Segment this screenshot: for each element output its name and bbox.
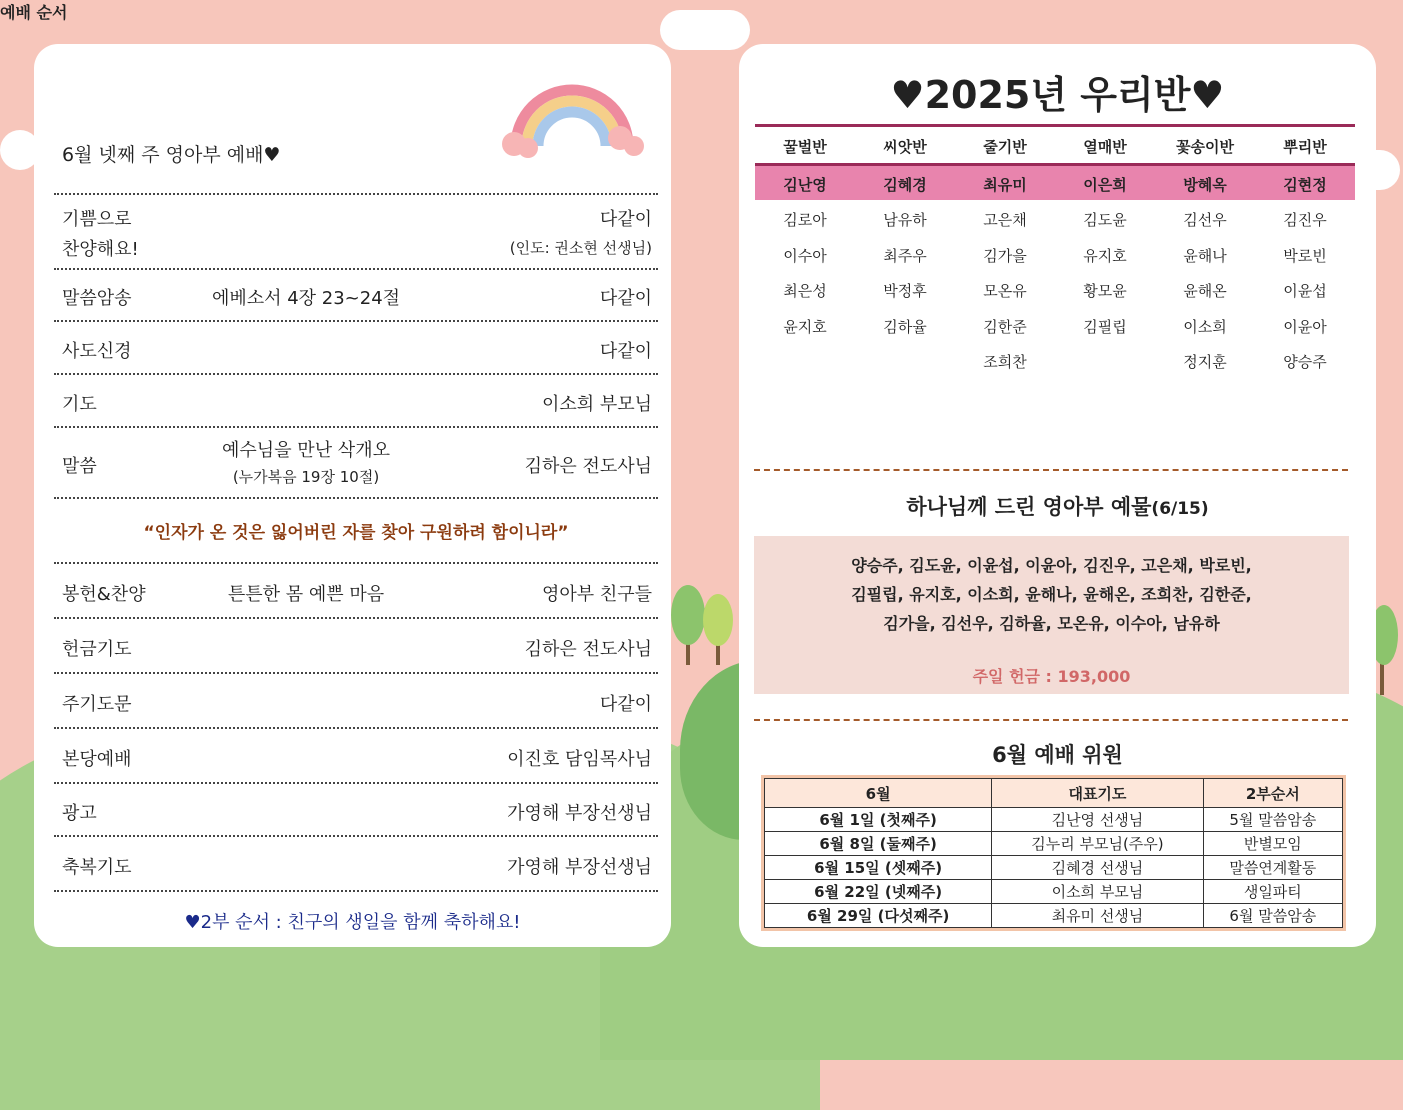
order-row-divider: [54, 890, 658, 892]
order-row-divider: [54, 497, 658, 499]
offering-names: 김가을, 김선우, 김하율, 모온유, 이수아, 남유하: [883, 614, 1220, 633]
class-member: 황모윤: [1083, 282, 1127, 300]
duty-header-prayer: 대표기도: [992, 779, 1203, 808]
class-member: 양승주: [1283, 353, 1327, 371]
order-item-leader: (인도: 권소현 선생님): [509, 239, 652, 257]
order-item-name: 광고: [62, 803, 97, 824]
duty-prayer: 김누리 부모님(주우): [992, 832, 1203, 856]
duty-prayer: 이소희 부모님: [992, 880, 1203, 904]
class-name: 씨앗반: [883, 138, 927, 156]
order-row: [54, 320, 658, 375]
class-member: 김도윤: [1083, 211, 1127, 229]
order-item-name: 말씀암송: [62, 288, 132, 309]
class-teacher: 김현정: [1283, 176, 1327, 194]
order-item-leader: 가영해 부장선생님: [507, 857, 652, 878]
order-item-content: 예수님을 만난 삭개오: [222, 440, 390, 461]
order-row: [54, 426, 658, 499]
class-teacher: 방혜옥: [1183, 176, 1227, 194]
order-row: [54, 672, 658, 729]
duty-prayer: 김혜경 선생님: [992, 856, 1203, 880]
order-item-leader: 이진호 담임목사님: [507, 749, 652, 770]
class-section-title: ♥2025년 우리반♥: [890, 73, 1225, 117]
order-row: [54, 373, 658, 428]
class-name: 줄기반: [983, 138, 1027, 156]
class-member: 정지훈: [1183, 353, 1227, 371]
offering-names: 김필립, 유지호, 이소희, 윤해나, 윤해온, 조희찬, 김한준,: [851, 585, 1252, 604]
order-item-name: 축복기도: [62, 857, 132, 878]
duty-program: 6월 말씀암송: [1203, 904, 1342, 928]
class-member: 남유하: [883, 211, 927, 229]
page-title: 예배 순서: [0, 3, 68, 22]
class-member: 이소희: [1183, 317, 1227, 336]
order-row: [54, 617, 658, 674]
order-item-leader: 다같이: [599, 209, 652, 230]
duty-table: [764, 778, 1343, 928]
duty-row: [765, 904, 1343, 928]
class-name: 뿌리반: [1283, 138, 1327, 156]
order-item-leader: 다같이: [599, 694, 652, 715]
cloud-decoration: [660, 10, 750, 50]
class-member: 윤해나: [1183, 246, 1227, 265]
class-member: 김선우: [1183, 211, 1227, 229]
order-item-leader: 김하은 전도사님: [524, 456, 652, 477]
class-member: 최주우: [883, 246, 927, 265]
order-item-name: 찬양해요!: [62, 239, 139, 260]
order-item-name: 본당예배: [62, 749, 132, 770]
duty-program: 생일파티: [1203, 880, 1342, 904]
class-member: 박정후: [883, 282, 927, 300]
duty-program: 5월 말씀암송: [1203, 808, 1342, 832]
duty-program: 말씀연계활동: [1203, 856, 1342, 880]
class-member: 이윤섭: [1283, 282, 1327, 300]
service-subtitle: 6월 넷째 주 영아부 예배♥: [62, 144, 281, 166]
duty-date: 6월 29일 (다섯째주): [765, 904, 992, 928]
class-member: 윤해온: [1183, 282, 1227, 300]
class-teacher: 최유미: [983, 176, 1027, 194]
order-item-name: 봉헌&찬양: [62, 584, 146, 605]
order-row: [54, 268, 658, 322]
duty-prayer: 최유미 선생님: [992, 904, 1203, 928]
duty-header-month: 6월: [765, 779, 992, 808]
order-item-name: 기쁨으로: [62, 209, 132, 230]
order-item-leader: 영아부 친구들: [541, 584, 652, 605]
order-item-leader: 이소희 부모님: [541, 394, 652, 415]
class-member: 이윤아: [1283, 317, 1327, 336]
second-part-note: ♥2부 순서 : 친구의 생일을 함께 축하해요!: [184, 912, 521, 933]
order-item-content: 튼튼한 몸 예쁜 마음: [227, 584, 385, 605]
tree-illustration: [1374, 600, 1403, 700]
order-item-name: 말씀: [62, 456, 97, 477]
class-member: 고은채: [983, 211, 1027, 229]
order-item-leader: 다같이: [599, 288, 652, 309]
class-teacher: 김혜경: [883, 176, 927, 194]
duty-date: 6월 1일 (첫째주): [765, 808, 992, 832]
section-divider: [754, 469, 1348, 471]
duty-date: 6월 15일 (셋째주): [765, 856, 992, 880]
class-name: 열매반: [1083, 138, 1127, 156]
tree-illustration: [668, 580, 748, 670]
class-teacher: 김난영: [783, 176, 827, 194]
order-row: [54, 782, 658, 837]
order-row: [54, 727, 658, 784]
class-name: 꽃송이반: [1176, 138, 1234, 156]
bible-verse: “인자가 온 것은 잃어버린 자를 찾아 구원하려 함이니라”: [143, 523, 569, 543]
class-table-divider: [755, 124, 1355, 127]
order-item-leader: 김하은 전도사님: [524, 639, 652, 660]
class-member: 모온유: [983, 282, 1027, 300]
duty-row: [765, 880, 1343, 904]
order-row: [54, 562, 658, 619]
offering-names: 양승주, 김도윤, 이윤섭, 이윤아, 김진우, 고은채, 박로빈,: [851, 556, 1252, 575]
order-row: [54, 193, 658, 270]
order-item-leader: 가영해 부장선생님: [507, 803, 652, 824]
offering-total: 주일 헌금 : 193,000: [972, 667, 1131, 686]
duty-header-program: 2부순서: [1203, 779, 1342, 808]
class-member: 윤지호: [783, 317, 827, 336]
class-name: 꿀벌반: [783, 138, 827, 156]
duty-program: 반별모임: [1203, 832, 1342, 856]
order-item-name: 주기도문: [62, 694, 132, 715]
class-member: 조희찬: [983, 353, 1027, 371]
class-teacher: 이은희: [1083, 176, 1127, 194]
order-item-content: (누가복음 19장 10절): [232, 468, 380, 486]
duty-prayer: 김난영 선생님: [992, 808, 1203, 832]
class-member: 유지호: [1083, 246, 1127, 265]
order-item-name: 헌금기도: [62, 639, 132, 660]
class-member: 김필립: [1083, 317, 1127, 336]
class-member: 김로아: [783, 211, 827, 229]
duty-row: [765, 832, 1343, 856]
class-member: 김가을: [983, 246, 1027, 265]
duty-title: 6월 예배 위원: [992, 743, 1123, 767]
section-divider: [754, 719, 1348, 721]
order-item-name: 사도신경: [62, 341, 132, 362]
duty-date: 6월 22일 (넷째주): [765, 880, 992, 904]
class-member: 박로빈: [1283, 246, 1327, 265]
class-member: 이수아: [783, 246, 827, 265]
class-member: 김진우: [1283, 211, 1327, 229]
offering-title: 하나님께 드린 영아부 예물(6/15): [906, 495, 1209, 519]
order-item-content: 에베소서 4장 23~24절: [211, 288, 401, 309]
duty-row: [765, 808, 1343, 832]
order-item-name: 기도: [62, 394, 97, 415]
order-item-leader: 다같이: [599, 341, 652, 362]
class-member: 김한준: [983, 317, 1027, 336]
class-member: 김하율: [883, 317, 927, 336]
duty-date: 6월 8일 (둘째주): [765, 832, 992, 856]
duty-row: [765, 856, 1343, 880]
order-row: [54, 835, 658, 892]
class-member: 최은성: [783, 282, 827, 300]
rainbow-icon: [496, 76, 648, 162]
